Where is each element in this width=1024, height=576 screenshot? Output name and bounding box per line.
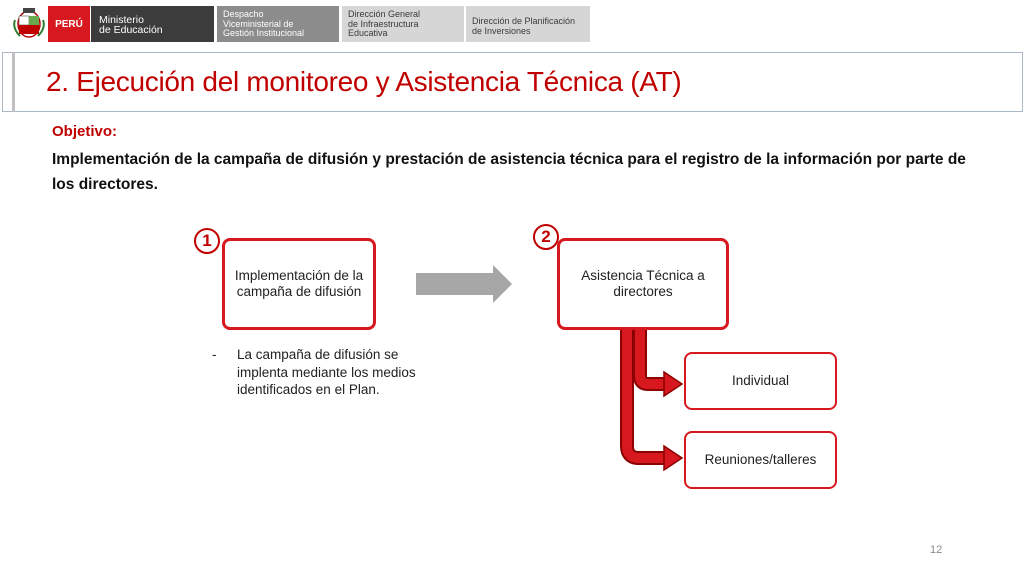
elbow-arrow-individual — [640, 330, 682, 396]
title-accent-bar — [12, 52, 15, 112]
step-2-box — [557, 238, 729, 330]
sub-label-individual: Individual — [731, 373, 790, 388]
bullet-dash: - — [212, 347, 217, 362]
sub-label-reuniones: Reuniones/talleres — [704, 452, 817, 467]
page-number: 12 — [930, 544, 943, 556]
step-2-circle: 2 — [533, 224, 559, 250]
institutional-header — [0, 0, 1024, 48]
step-1-bullet-text: La campaña de difusión se implenta mediante los medios identificados en el Plan. — [237, 347, 416, 397]
elbow-arrow-reuniones — [627, 330, 682, 470]
peru-logo: PERÚ — [48, 6, 90, 42]
sub-box-reuniones — [684, 431, 837, 489]
direccion-general-label: Dirección General de Infraestructura Educativa — [342, 6, 464, 42]
objective-label: Objetivo: — [52, 123, 118, 140]
despacho-label: Despacho Viceministerial de Gestión Institucional — [217, 6, 339, 42]
step-1-circle: 1 — [194, 228, 220, 254]
step-1-label: Implementación de la campaña de difusión — [234, 268, 364, 299]
slide-title: 2. Ejecución del monitoreo y Asistencia Técnica (AT) — [46, 66, 682, 97]
gray-right-arrow — [416, 265, 512, 303]
ministerio-label: Ministerio de Educación — [91, 6, 214, 42]
step-1-box — [222, 238, 376, 330]
peru-coat-of-arms-icon — [12, 6, 46, 40]
sub-box-individual — [684, 352, 837, 410]
objective-text: Implementación de la campaña de difusión y prestación de asistencia técnica para el registro de la información por parte de los directores. — [52, 151, 966, 193]
direccion-planificacion-label: Dirección de Planificación de Inversiones — [466, 6, 590, 42]
step-2-label: Asistencia Técnica a directores — [581, 268, 705, 299]
